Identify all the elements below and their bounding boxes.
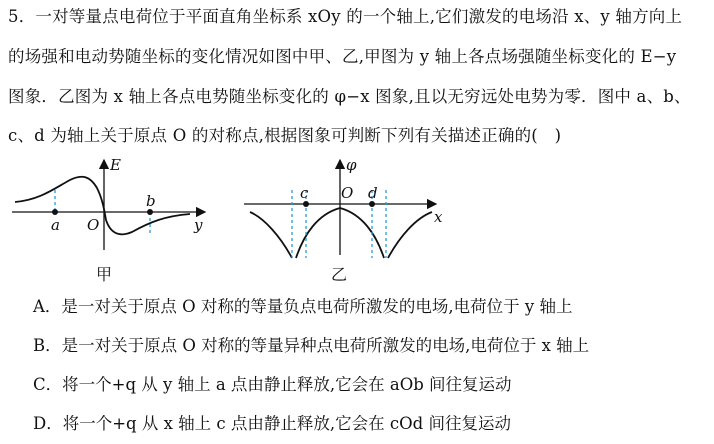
figure-jia-caption: 甲	[96, 265, 113, 284]
option-b[interactable]: B．是一对关于原点 O 对称的等量异种点电荷所激发的电场,电荷位于 x 轴上	[33, 336, 590, 355]
option-a[interactable]: A．是一对关于原点 O 对称的等量负点电荷所激发的电场,电荷位于 y 轴上	[33, 297, 573, 316]
jia-label-b: b	[146, 192, 156, 210]
jia-label-e: E	[110, 156, 121, 174]
yi-label-origin: O	[341, 184, 354, 202]
figure-yi-phi-x-graph	[236, 150, 456, 270]
yi-label-x: x	[434, 208, 443, 226]
question-line-3: 图象．乙图为 x 轴上各点电势随坐标变化的 φ−x 图象,且以无穷远处电势为零．图中 a、b、	[8, 87, 691, 106]
yi-curve-right	[388, 212, 432, 258]
question-line-1: 5．一对等量点电荷位于平面直角坐标系 xOy 的一个轴上,它们激发的电场沿 x、y 轴方向上	[8, 7, 683, 26]
jia-point-a-dot	[52, 209, 58, 215]
jia-label-a: a	[51, 216, 60, 234]
jia-curve	[15, 177, 190, 235]
option-d[interactable]: D．将一个+q 从 x 轴上 c 点由静止释放,它会在 cOd 间往复运动	[33, 414, 511, 433]
jia-label-y: y	[194, 216, 203, 234]
figure-jia-e-y-graph	[0, 150, 220, 270]
yi-curve-left	[250, 212, 292, 258]
figure-yi-caption: 乙	[331, 265, 348, 284]
yi-label-phi: φ	[346, 156, 357, 174]
yi-label-d: d	[368, 184, 378, 202]
question-line-4: c、d 为轴上关于原点 O 的对称点,根据图象可判断下列有关描述正确的( )	[8, 126, 562, 145]
jia-label-origin: O	[87, 216, 100, 234]
yi-label-c: c	[300, 184, 309, 202]
option-c[interactable]: C．将一个+q 从 y 轴上 a 点由静止释放,它会在 aOb 间往复运动	[33, 375, 512, 394]
question-line-2: 的场强和电动势随坐标的变化情况如图中甲、乙,甲图为 y 轴上各点场强随坐标变化的 E−y	[8, 47, 677, 66]
